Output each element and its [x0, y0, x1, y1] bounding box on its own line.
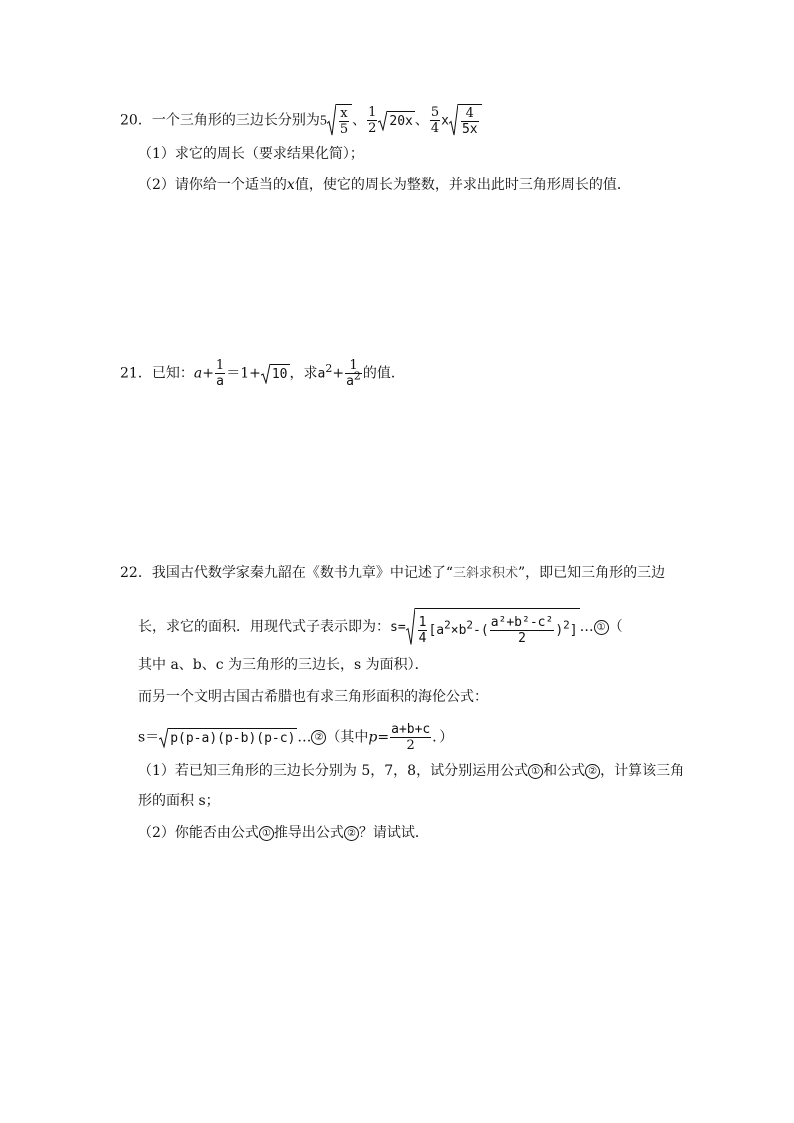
q21-pre: 已知： [151, 365, 194, 382]
q22-part1-circle-1: ① [528, 764, 543, 779]
q21-stem [120, 358, 405, 389]
q22-inner-frac-num: a²+b²-c² [490, 615, 554, 630]
q22-part2 [138, 824, 429, 842]
q22-p-frac [390, 722, 431, 753]
q22-bracket-end: ] [569, 623, 578, 638]
q22-line1-text: 我国古代数学家秦九韶在《数书九章》中记述了“ [151, 565, 453, 581]
q22-part1-cont: 形的面积 s； [138, 793, 220, 809]
q22-formula1-sqrt: $\frac{1}{4}$ [$a^2\times b^2-$( $\frac{\text{a²+b²-c²}}{2}$ )$^2$] [406, 608, 580, 646]
q21-a: a [193, 365, 203, 382]
q22-heron-end: ．） [432, 729, 454, 746]
q20-e3-num: 5 [430, 105, 440, 120]
q22-part1-b: 和公式 [543, 763, 586, 779]
q22-dots1: … [579, 619, 594, 635]
q20-e2-num: 1 [368, 105, 377, 120]
q22-heron-sqrt [159, 728, 297, 748]
q21-post: 的值． [362, 365, 405, 382]
q21-f1-den: a [216, 374, 224, 389]
q22-minus-paren: -( [473, 623, 489, 638]
q22-s-eq: s= [390, 620, 406, 635]
q22-quote: 三斜求积术 [452, 566, 518, 581]
q22-line1 [120, 564, 665, 583]
q22-quarter-num: 1 [418, 615, 427, 630]
q20-e2-rad: 20x [387, 111, 414, 131]
q22-circle-1: ① [594, 620, 609, 635]
q20-part1: （1）求它的周长（要求结果化简）； [138, 146, 364, 162]
q20-stem [120, 104, 482, 137]
q21-exp2: 2 [325, 361, 333, 375]
q20-e2-frac [367, 105, 377, 136]
q21-f1 [215, 358, 225, 389]
q20-part2-var: x [286, 177, 295, 193]
q20-e1-den: 5 [339, 122, 349, 137]
q20-part2-pre: （2）请你给一个适当的 [138, 177, 287, 193]
q22-inner-frac-den: 2 [518, 631, 526, 646]
q22-part1-a: （1）若已知三角形的三边长分别为 5，7，8，试分别运用公式 [138, 763, 529, 779]
q20-e3-sqrt [449, 104, 482, 137]
q22-inner-frac [490, 615, 555, 646]
q20-e2-sqrt [378, 111, 414, 131]
q21-f1-num: 1 [215, 358, 225, 373]
q22-quarter-den: 4 [418, 631, 427, 646]
q20-sep2: 、 [414, 112, 429, 129]
q22-line2 [138, 608, 623, 646]
q22-close: ) [555, 623, 564, 638]
q22-part1 [138, 762, 684, 780]
q22-f-inner: [a [428, 623, 445, 638]
q20-e1-coef: 5 [319, 113, 327, 129]
q22-line1-end: ”，即已知三角形的三边 [518, 565, 666, 581]
q22-dots2: … [297, 729, 312, 746]
q20-sep1: 、 [352, 112, 367, 129]
q20-e1-num: x [340, 106, 348, 121]
q22-paren-open: （ [608, 619, 623, 635]
q21-mid: ，求 [289, 365, 318, 382]
q22-heron-s: s＝ [138, 729, 160, 746]
q22-line3: 其中 a、b、c 为三角形的三边长，s 为面积）． [138, 657, 429, 673]
q20-e3-den: 4 [430, 121, 440, 136]
q20-e1-sqrt [327, 104, 352, 137]
q22-p-var: p [368, 729, 378, 746]
q22-times: ×b [450, 623, 467, 638]
q22-part1-c: ，计算该三角 [600, 763, 685, 779]
q22-part2-a: （2）你能否由公式 [138, 825, 259, 841]
q20-part2-post: 值，使它的周长为整数，并求出此时三角形周长的值． [294, 177, 631, 193]
q22-part2-c: ？请试试． [358, 825, 429, 841]
q21-eq: ＝1+ [226, 365, 261, 382]
q22-p-eq: = [377, 729, 390, 746]
q21-f2-den: a [346, 374, 354, 389]
q21-f2-num: 1 [345, 358, 362, 374]
q20-part2 [138, 176, 631, 194]
q20-e3-rden: 5x [461, 122, 478, 137]
q22-part2-b: 推导出公式 [273, 825, 344, 841]
q20-e3-rnum: 4 [461, 106, 479, 122]
q20-e2-den: 2 [368, 121, 377, 136]
q21-f2-exp: 2 [353, 369, 361, 383]
q22-p-num: a+b+c [391, 722, 431, 737]
q21-plus2: + [332, 365, 345, 382]
q22-part1-circle-2: ② [585, 764, 600, 779]
q21-sqrt [261, 364, 290, 384]
q22-heron-mid: （其中 [326, 729, 369, 746]
q20-stem-text: 一个三角形的三边长分别为 [151, 112, 320, 129]
q21-plus: + [202, 365, 214, 382]
q22-circle-2: ② [311, 730, 326, 745]
q21-number: 21． [120, 365, 152, 382]
q21-f2 [345, 358, 362, 389]
q21-a2: a [317, 366, 326, 382]
q22-line2-pre: 长，求它的面积．用现代式子表示即为： [138, 619, 390, 635]
q22-close-exp: 2 [563, 618, 570, 632]
q22-part2-circle-2: ② [344, 826, 359, 841]
q20-e3-x: x [441, 113, 449, 129]
q22-heron [138, 722, 453, 753]
q22-quarter [418, 615, 428, 646]
q20-e3-frac [430, 105, 440, 136]
q22-heron-rad: p(p-a)(p-b)(p-c) [168, 728, 297, 748]
q22-p-den: 2 [406, 738, 415, 753]
q21-rad: 10 [270, 364, 290, 384]
q22-number: 22． [120, 565, 152, 581]
q22-line4: 而另一个文明古国古希腊也有求三角形面积的海伦公式： [138, 689, 488, 705]
q20-number: 20． [120, 112, 152, 129]
q22-part2-circle-1: ① [259, 826, 274, 841]
